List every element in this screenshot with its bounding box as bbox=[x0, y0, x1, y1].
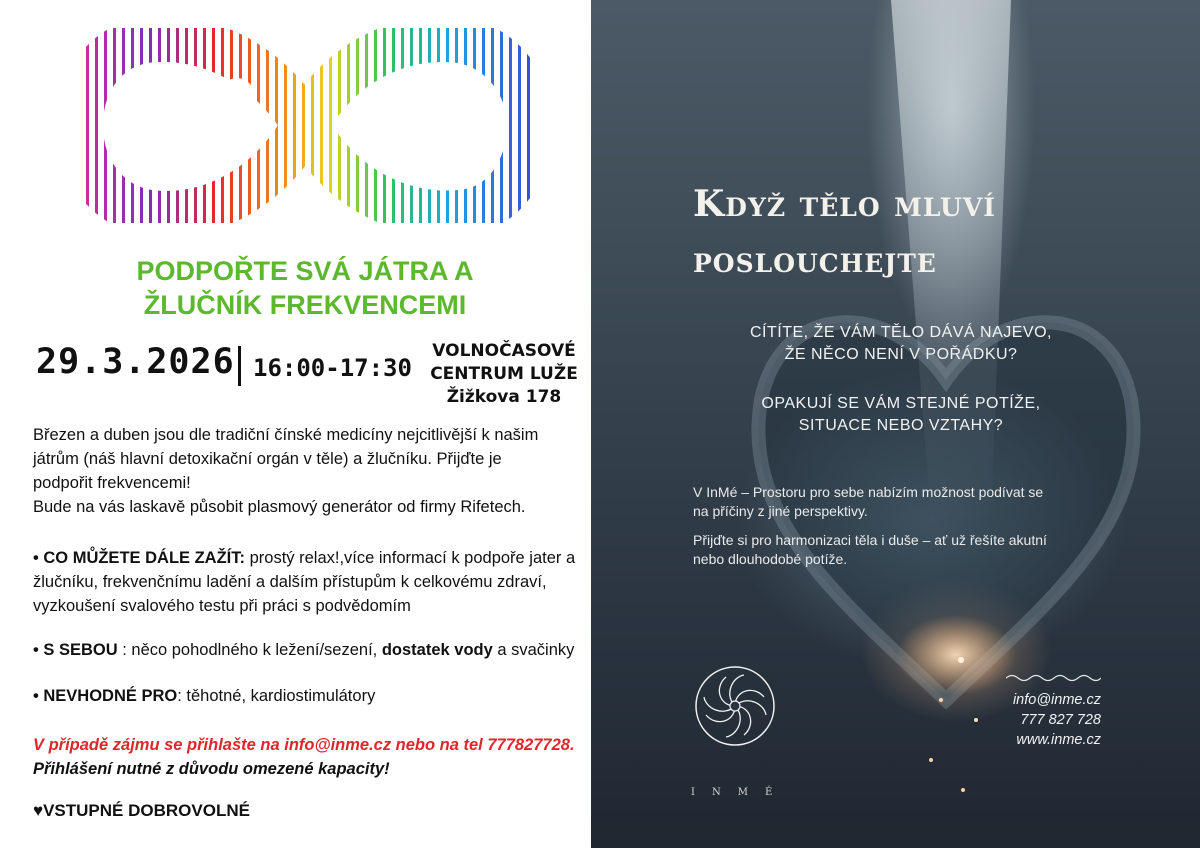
right-title-line-2: poslouchejte bbox=[693, 239, 937, 281]
registration-line: Přihlášení nutné z důvodu omezené kapacity! bbox=[33, 760, 390, 778]
bullet-text: a svačinky bbox=[492, 641, 575, 659]
left-panel bbox=[0, 0, 591, 848]
bullet-text: žlučníku, frekvenčnímu ladění a dalším přístupům k celkovému zdraví, bbox=[33, 573, 547, 591]
offer-paragraph bbox=[693, 483, 1133, 521]
right-panel bbox=[591, 0, 1200, 848]
right-title-line-1: Když tělo mluví bbox=[693, 183, 996, 225]
bullet-text: : těhotné, kardiostimulátory bbox=[177, 687, 376, 705]
contact-web[interactable]: www.inme.cz bbox=[1016, 732, 1101, 748]
venue-line-2: CENTRUM LUŽE bbox=[430, 364, 578, 384]
contact-phone[interactable]: 777 827 728 bbox=[1020, 712, 1101, 728]
rainbow-infinity-heart-logo bbox=[80, 28, 530, 223]
event-time: 16:00-17:30 bbox=[253, 354, 412, 382]
intro-line: podpořit frekvencemi! bbox=[33, 474, 191, 492]
harmony-paragraph bbox=[693, 531, 1133, 569]
registration-line: V případě zájmu se přihlašte na info@inme.cz nebo na tel 777827728. bbox=[33, 736, 575, 754]
headline-line-1: PODPOŘTE SVÁ JÁTRA A bbox=[136, 256, 474, 286]
bullet-text: prostý relax!,více informací k podpoře jater a bbox=[245, 549, 576, 567]
bullet-experience bbox=[33, 546, 578, 618]
date-time-divider bbox=[238, 346, 241, 386]
offer-line: na příčiny z jiné perspektivy. bbox=[693, 503, 868, 519]
harmony-line: Přijďte si pro harmonizaci těla i duše – ať už řešíte akutní bbox=[693, 532, 1047, 548]
venue-line-1: VOLNOČASOVÉ bbox=[432, 341, 576, 361]
offer-line: V InMé – Prostoru pro sebe nabízím možnost podívat se bbox=[693, 484, 1044, 500]
harmony-line: nebo dlouhodobé potíže. bbox=[693, 551, 848, 567]
bullet-text: : něco pohodlného k ležení/sezení, bbox=[117, 641, 382, 659]
bullet-text: vyzkoušení svalového testu při práci s podvědomím bbox=[33, 597, 411, 615]
question-line: SITUACE NEBO VZTAHY? bbox=[798, 417, 1004, 434]
question-2 bbox=[701, 393, 1101, 437]
entry-fee: ♥VSTUPNÉ DOBROVOLNÉ bbox=[33, 801, 250, 820]
intro-line: Březen a duben jsou dle tradiční čínské medicíny nejcitlivější k našim bbox=[33, 426, 539, 444]
brand-wordmark: INMÉ bbox=[691, 787, 790, 798]
bullet-unsuitable bbox=[33, 684, 578, 708]
bullet-label: • NEVHODNÉ PRO bbox=[33, 687, 178, 705]
intro-paragraph bbox=[33, 423, 578, 519]
bullet-label: • CO MŮŽETE DÁLE ZAŽÍT: bbox=[33, 549, 246, 567]
contact-email[interactable]: info@inme.cz bbox=[1012, 692, 1101, 708]
bullet-bold-text: dostatek vody bbox=[381, 641, 493, 659]
question-line: ŽE NĚCO NENÍ V POŘÁDKU? bbox=[784, 346, 1018, 363]
headline-line-2: ŽLUČNÍK FREKVENCEMI bbox=[143, 290, 467, 320]
wave-divider-icon bbox=[1006, 671, 1101, 685]
venue-line-3: Žižkova 178 bbox=[446, 387, 562, 407]
question-1 bbox=[701, 322, 1101, 366]
intro-line: játrům (náš hlavní detoxikační orgán v těle) a žlučníku. Přijďte je bbox=[33, 450, 502, 468]
contact-info bbox=[1001, 690, 1101, 750]
question-line: OPAKUJÍ SE VÁM STEJNÉ POTÍŽE, bbox=[761, 395, 1041, 412]
registration-note bbox=[33, 733, 593, 781]
headline bbox=[20, 254, 590, 322]
question-line: CÍTÍTE, ŽE VÁM TĚLO DÁVÁ NAJEVO, bbox=[750, 324, 1052, 341]
right-title bbox=[693, 176, 996, 288]
spiral-logo-icon bbox=[694, 665, 776, 747]
bullet-label: • S SEBOU bbox=[33, 641, 118, 659]
event-date: 29.3.2026 bbox=[36, 342, 235, 382]
bullet-bring bbox=[33, 638, 578, 662]
venue bbox=[428, 340, 580, 409]
intro-line: Bude na vás laskavě působit plasmový generátor od firmy Rifetech. bbox=[33, 498, 526, 516]
